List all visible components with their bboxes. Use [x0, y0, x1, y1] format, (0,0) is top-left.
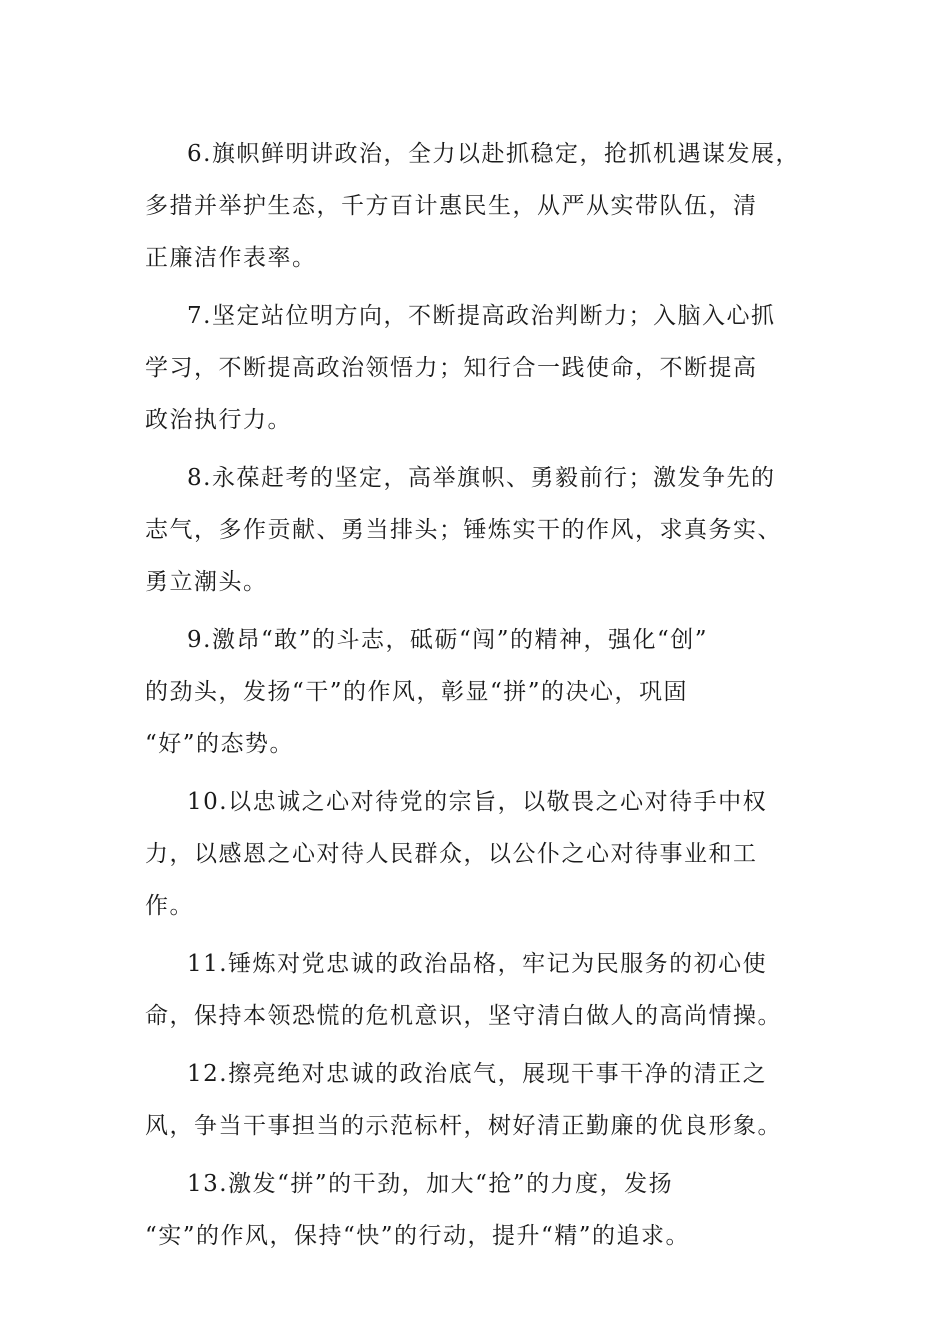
paragraph-11 [145, 938, 815, 1042]
paragraph-line: 12.擦亮绝对忠诚的政治底气，展现干事干净的清正之 [187, 1061, 768, 1087]
paragraph-line: 6.旗帜鲜明讲政治，全力以赴抓稳定，抢抓机遇谋发展， [187, 141, 800, 167]
paragraph-line: 9.激昂“敢”的斗志，砥砺“闯”的精神，强化“创” [187, 627, 708, 653]
paragraph-12 [145, 1048, 815, 1152]
paragraph-line: 8.永葆赶考的坚定，高举旗帜、勇毅前行；激发争先的 [187, 465, 776, 491]
paragraph-line: 10.以忠诚之心对待党的宗旨，以敬畏之心对待手中权 [187, 789, 768, 815]
paragraph-line: 13.激发“拼”的干劲，加大“抢”的力度，发扬 [187, 1171, 674, 1197]
document-body [145, 128, 815, 1268]
paragraph-line: 11.锤炼对党忠诚的政治品格，牢记为民服务的初心使 [187, 951, 768, 977]
paragraph-10 [145, 776, 815, 932]
paragraph-line: 学习，不断提高政治领悟力；知行合一践使命，不断提高 [145, 355, 758, 381]
paragraph-line: 多措并举护生态，千方百计惠民生，从严从实带队伍，清 [145, 193, 758, 219]
paragraph-line: 7.坚定站位明方向，不断提高政治判断力；入脑入心抓 [187, 303, 776, 329]
paragraph-8 [145, 452, 815, 608]
paragraph-7 [145, 290, 815, 446]
paragraph-line: 风，争当干事担当的示范标杆，树好清正勤廉的优良形象。 [145, 1113, 782, 1139]
paragraph-6 [145, 128, 815, 284]
paragraph-line: 勇立潮头。 [145, 569, 268, 595]
paragraph-line: 的劲头，发扬“干”的作风，彰显“拼”的决心，巩固 [145, 679, 689, 705]
paragraph-9 [145, 614, 815, 770]
paragraph-line: 作。 [145, 893, 194, 919]
paragraph-line: “好”的态势。 [145, 731, 295, 757]
paragraph-line: 命，保持本领恐慌的危机意识，坚守清白做人的高尚情操。 [145, 1003, 782, 1029]
paragraph-line: 政治执行力。 [145, 407, 292, 433]
paragraph-line: 力，以感恩之心对待人民群众，以公仆之心对待事业和工 [145, 841, 758, 867]
paragraph-line: 志气，多作贡献、勇当排头；锤炼实干的作风，求真务实、 [145, 517, 782, 543]
paragraph-13 [145, 1158, 815, 1262]
paragraph-line: “实”的作风，保持“快”的行动，提升“精”的追求。 [145, 1223, 691, 1249]
paragraph-line: 正廉洁作表率。 [145, 245, 317, 271]
